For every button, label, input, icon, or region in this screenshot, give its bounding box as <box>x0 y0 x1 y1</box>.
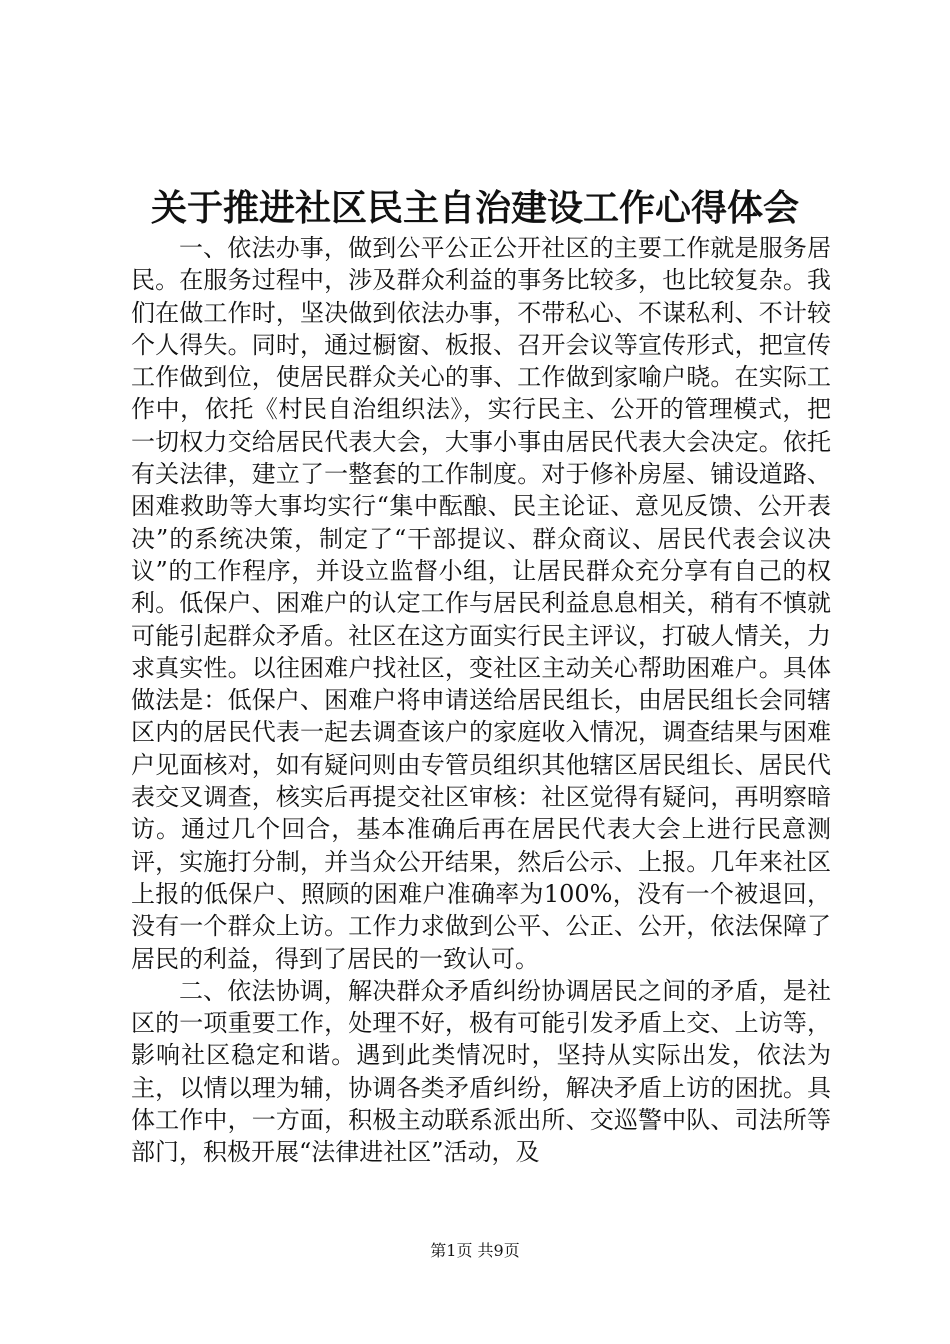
paragraph-1: 一、依法办事，做到公平公正公开社区的主要工作就是服务居民。在服务过程中，涉及群众利益的事务比较多，也比较复杂。我们在做工作时，坚决做到依法办事，不带私心、不谋私利、不计较个人得失。同时，通过橱窗、板报、召开会议等宣传形式，把宣传工作做到位，使居民群众关心的事、工作做到家喻户晓。在实际工作中，依托《村民自治组织法》，实行民主、公开的管理模式，把一切权力交给居民代表大会，大事小事由居民代表大会决定。依托有关法律，建立了一整套的工作制度。对于修补房屋、铺设道路、困难救助等大事均实行“集中酝酿、民主论证、意见反馈、公开表决”的系统决策，制定了“干部提议、群众商议、居民代表会议决议”的工作程序，并设立监督小组，让居民群众充分享有自己的权利。低保户、困难户的认定工作与居民利益息息相关，稍有不慎就可能引起群众矛盾。社区在这方面实行民主评议，打破人情关，力求真实性。以往困难户找社区，变社区主动关心帮助困难户。具体做法是：低保户、困难户将申请送给居民组长，由居民组长会同辖区内的居民代表一起去调查该户的家庭收入情况，调查结果与困难户见面核对，如有疑问则由专管员组织其他辖区居民组长、居民代表交叉调查，核实后再提交社区审核：社区觉得有疑问，再明察暗访。通过几个回合，基本准确后再在居民代表大会上进行民意测评，实施打分制，并当众公开结果，然后公示、上报。几年来社区上报的低保户、照顾的困难户准确率为100%，没有一个被退回，没有一个群众上访。工作力求做到公平、公正、公开，依法保障了居民的利益，得到了居民的一致认可。 <box>131 234 831 973</box>
paragraph-2: 二、依法协调，解决群众矛盾纠纷协调居民之间的矛盾，是社区的一项重要工作，处理不好，极有可能引发矛盾上交、上访等，影响社区稳定和谐。遇到此类情况时，坚持从实际出发，依法为主，以情以理为辅，协调各类矛盾纠纷，解决矛盾上访的困扰。具体工作中，一方面，积极主动联系派出所、交巡警中队、司法所等部门，积极开展“法律进社区”活动，及 <box>131 976 831 1167</box>
page-number: 第1页 共9页 <box>430 1241 520 1260</box>
page-title: 关于推进社区民主自治建设工作心得体会 <box>150 187 799 229</box>
document-body <box>131 232 831 1169</box>
